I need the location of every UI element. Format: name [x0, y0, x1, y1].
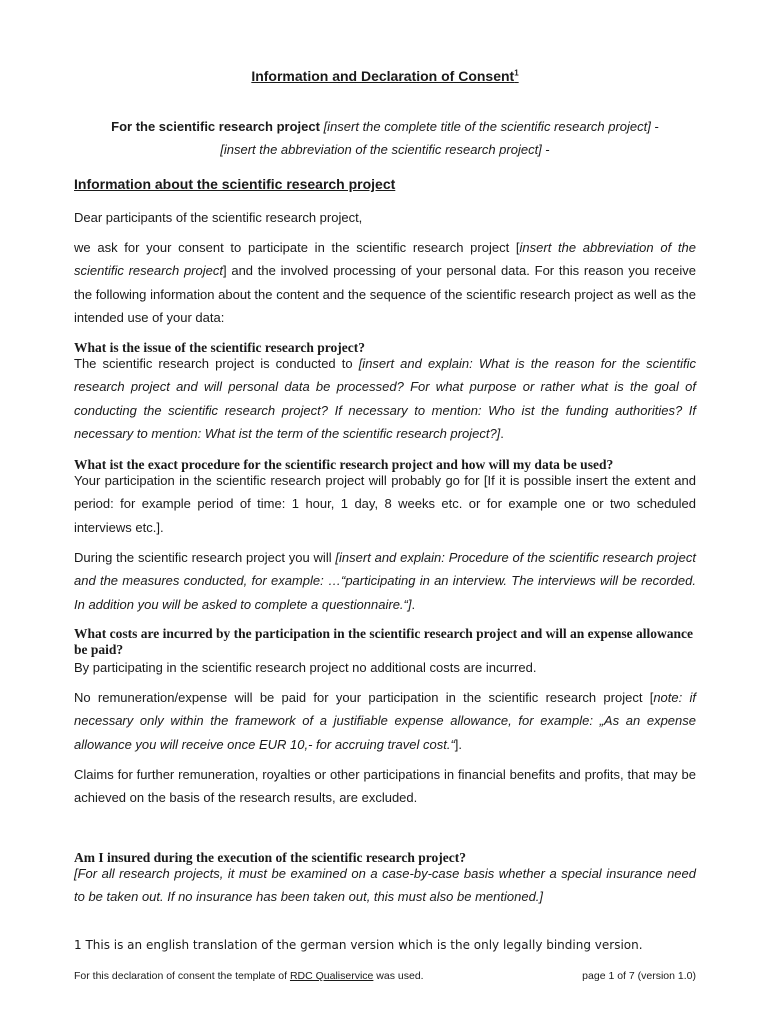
footnote-mark: 1	[514, 68, 519, 78]
rdc-qualiservice-link[interactable]: RDC Qualiservice	[289, 970, 374, 982]
page-number: page 1 of 7 (version 1.0)	[582, 970, 696, 982]
costs-paragraph: By participating in the scientific research project no additional costs are incurred.	[74, 660, 537, 675]
insurance-paragraph: [For all research projects, it must be examined on a case-by-case basis whether a special insurance need to be taken out. If no insurance has been taken out, this must also be mentioned.]	[74, 866, 696, 905]
procedure-paragraph: Your participation in the scientific research project will probably go for [If it is possible insert the extent and period: for example period of time: 1 hour, 1 day, 8 weeks etc. or for example one or two scheduled interviews etc.].	[74, 473, 696, 535]
footnote: 1 This is an english translation of the german version which is the only legally binding version.	[74, 938, 643, 952]
claims-paragraph: Claims for further remuneration, royalties or other participations in financial benefits and profits, that may be achieved on the basis of the research results, are excluded.	[74, 767, 696, 806]
costs-heading: What costs are incurred by the participation in the scientific research project and will an expense allowance be paid?	[74, 626, 693, 657]
remuneration-paragraph: No remuneration/expense will be paid for your participation in the scientific research project [note: if necessary only within the framework of a justifiable expense allowance, for example: „As an expense allowance you will receive once EUR 10,- for accruing travel cost.“].	[74, 690, 697, 752]
issue-paragraph: The scientific research project is conducted to [insert and explain: What is the reason for the scientific research project and will personal data be processed? For what purpose or rather what is the goal of conducting the scientific research project? If necessary to mention: Who ist the funding authorities? If necessary to mention: What ist the term of the scientific research project?].	[74, 356, 697, 441]
issue-heading: What is the issue of the scientific research project?	[74, 340, 365, 355]
footer-template-note: For this declaration of consent the template of RDC Qualiservice was used.	[74, 970, 424, 982]
intro-paragraph: we ask for your consent to participate in the scientific research project [insert the abbreviation of the scientific research project] and the involved processing of your personal data. For this reason you receive the following information about the content and the sequence of the scientific research project as well as the intended use of your data:	[74, 240, 696, 325]
project-subtitle: For the scientific research project [insert the complete title of the scientific research project] - [insert the abbreviation of the scientific research project] -	[111, 119, 659, 157]
document-title: Information and Declaration of Consent$^1$	[251, 68, 519, 84]
procedure-heading: What ist the exact procedure for the scientific research project and how will my data be used?	[74, 457, 614, 472]
procedure-paragraph-2: During the scientific research project you will [insert and explain: Procedure of the scientific research project and the measures conducted, for example: …“participating in an interview. The interviews will be recorded. In addition you will be asked to complete a questionnaire.“].	[74, 550, 697, 612]
section-heading: Information about the scientific research project	[74, 176, 396, 192]
greeting-paragraph: Dear participants of the scientific research project,	[74, 210, 363, 225]
insurance-heading: Am I insured during the execution of the scientific research project?	[74, 850, 466, 865]
